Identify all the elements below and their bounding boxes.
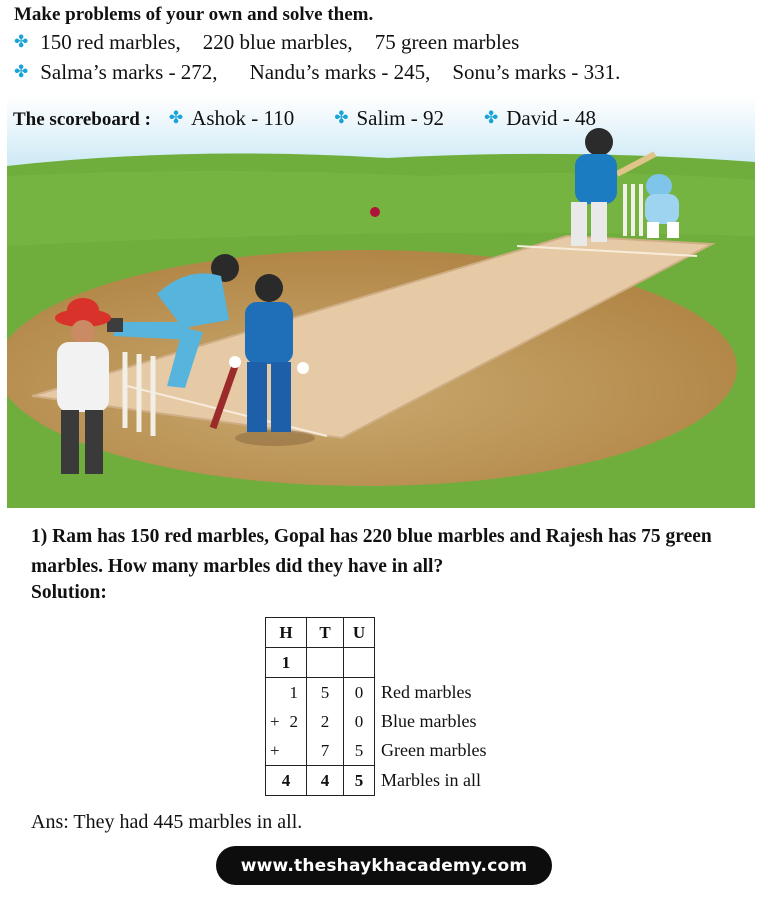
header-h: H: [266, 618, 307, 648]
star-bullet-icon: ✤: [168, 108, 184, 128]
marbles-bullets: [14, 30, 541, 55]
problem-statement: 1) Ram has 150 red marbles, Gopal has 220 blue marbles and Rajesh has 75 green marbles. How many marbles did they have in all?: [31, 526, 712, 577]
scoreboard-entry: ✤ David - 48: [483, 106, 597, 130]
scoreboard: [13, 106, 636, 131]
bullet-item: Sonu’s marks - 331.: [452, 60, 621, 84]
bullet-item: ✤ Salma’s marks - 272,: [14, 60, 218, 84]
total-row: 4 4 5 Marbles in all: [266, 766, 487, 796]
table-header-row: [266, 618, 487, 648]
solution-label: Solution:: [31, 582, 107, 603]
bullet-item: Nandu’s marks - 245,: [249, 60, 431, 84]
bullet-item: 220 blue marbles,: [202, 30, 353, 54]
scoreboard-entry: ✤ Salim - 92: [334, 106, 444, 130]
row-label: Green marbles: [381, 740, 487, 761]
carry-h: 1: [266, 648, 307, 678]
marks-bullets: [14, 60, 642, 85]
table-row: 1 5 0 Red marbles: [266, 678, 487, 708]
carry-u: [344, 648, 375, 678]
row-label: Marbles in all: [381, 770, 481, 790]
bullet-item: 75 green marbles: [374, 30, 520, 54]
scoreboard-entry: ✤ Ashok - 110: [168, 106, 295, 130]
cricket-scene-drawing: [7, 96, 755, 508]
header-t: T: [307, 618, 344, 648]
page-heading: Make problems of your own and solve them.: [14, 4, 374, 25]
carry-t: [307, 648, 344, 678]
table-row: + 7 5 Green marbles: [266, 736, 487, 766]
website-banner: www.theshaykhacademy.com: [216, 846, 552, 885]
answer-text: Ans: They had 445 marbles in all.: [31, 811, 303, 833]
scoreboard-label: The scoreboard :: [13, 109, 151, 130]
star-bullet-icon: ✤: [14, 62, 29, 82]
header-u: U: [344, 618, 375, 648]
row-label: Blue marbles: [381, 711, 477, 731]
table-row: + 2 2 0 Blue marbles: [266, 707, 487, 736]
htu-addition-table: [265, 617, 487, 796]
star-bullet-icon: ✤: [14, 32, 29, 52]
carry-row: [266, 648, 487, 678]
cricket-illustration: [7, 96, 755, 508]
star-bullet-icon: ✤: [483, 108, 499, 128]
star-bullet-icon: ✤: [334, 108, 349, 128]
row-label: Red marbles: [381, 681, 472, 702]
bullet-item: ✤ 150 red marbles,: [14, 30, 181, 54]
